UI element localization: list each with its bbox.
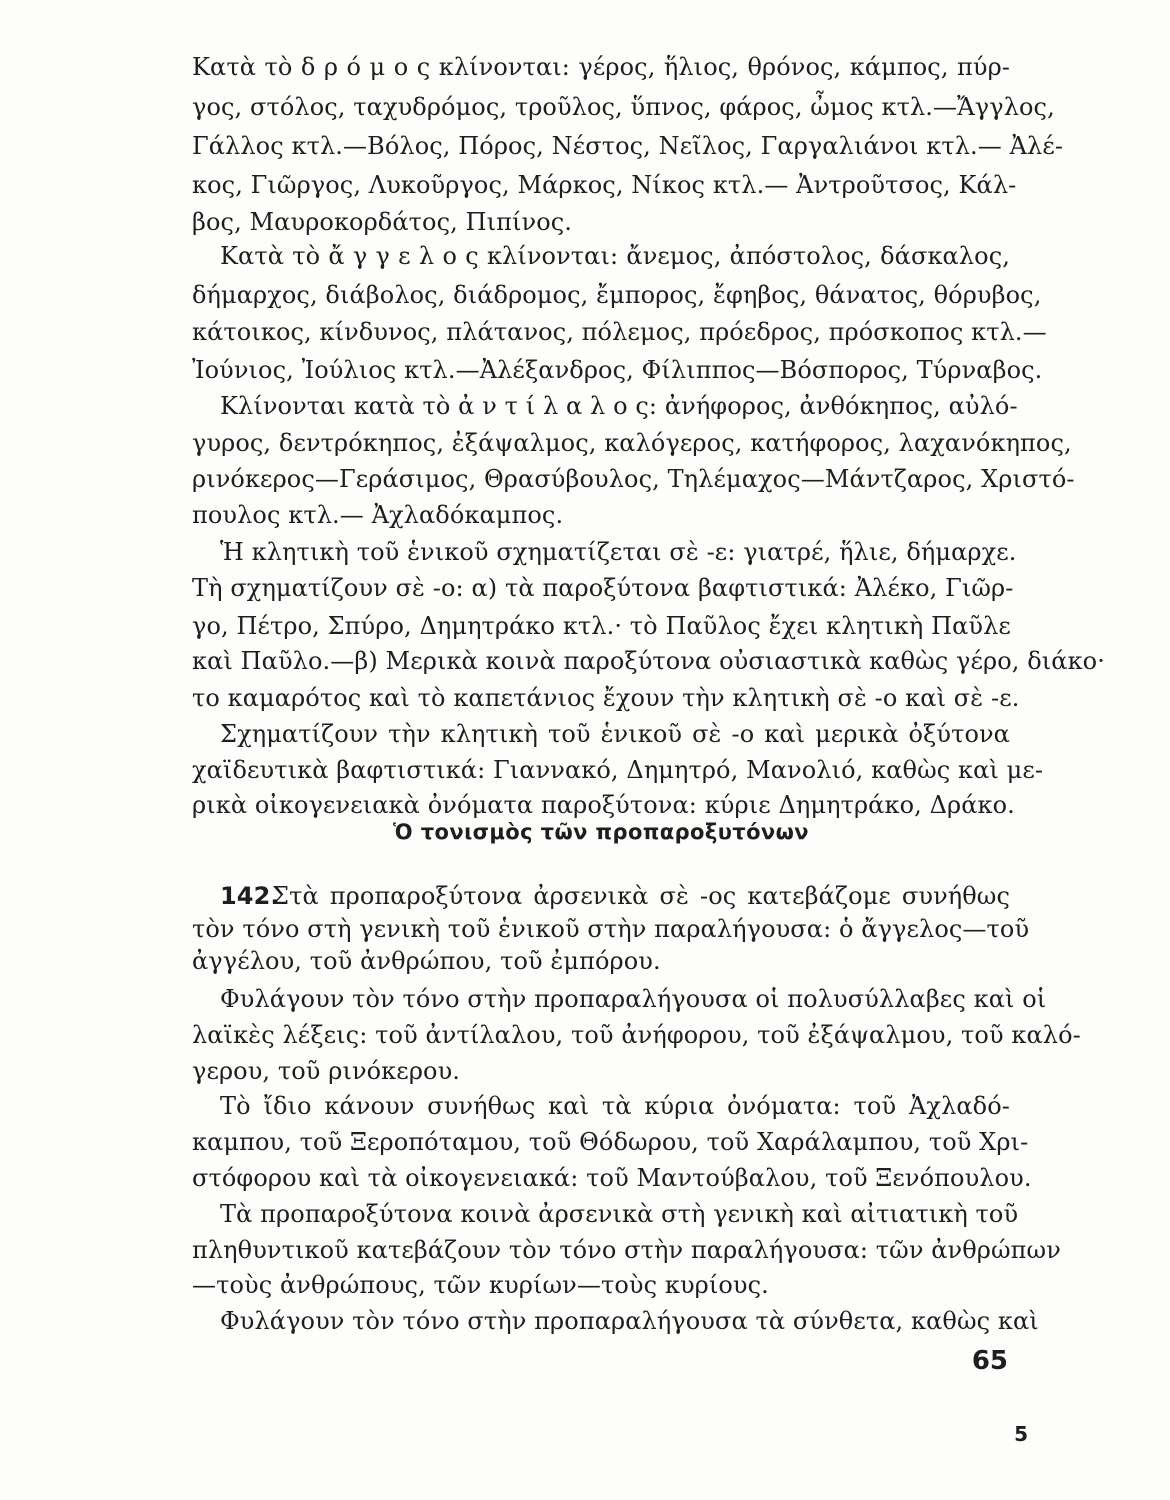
text-line: Ἡ κλητικὴ τοῦ ἑνικοῦ σχηματίζεται σὲ -ε: γιατρέ, ἥλιε, δήμαρχε. [220, 538, 1017, 566]
text-line: Ἰούνιος, Ἰούλιος κτλ.—Ἀλέξανδρος, Φίλιππος—Βόσπορος, Τύρναβος. [192, 356, 1043, 384]
text-line: Σχηματίζουν τὴν κλητικὴ τοῦ ἑνικοῦ σὲ -ο καὶ μερικὰ ὀξύτονα [220, 720, 1010, 748]
text-line: γο, Πέτρο, Σπύρο, Δημητράκο κτλ.· τὸ Παῦλος ἔχει κλητικὴ Παῦλε [192, 612, 1011, 640]
text-line: καμπου, τοῦ Ξεροπόταμου, τοῦ Θόδωρου, τοῦ Χαράλαμπου, τοῦ Χρι- [192, 1128, 1029, 1156]
text-line: κος, Γιῶργος, Λυκοῦργος, Μάρκος, Νίκος κτλ.— Ἀντροῦτσος, Κάλ- [192, 171, 1017, 199]
text-line: Κατὰ τὸ ἄ γ γ ε λ ο ς κλίνονται: ἄνεμος, ἀπόστολος, δάσκαλος, [220, 242, 1010, 270]
text-line: τὸν τόνο στὴ γενικὴ τοῦ ἑνικοῦ στὴν παραλήγουσα: ὁ ἄγγελος—τοῦ [192, 915, 1030, 943]
text-line: Τὸ ἴδιο κάνουν συνήθως καὶ τὰ κύρια ὀνόματα: τοῦ Ἀχλαδό- [220, 1092, 1010, 1120]
section-heading: Ὁ τονισμὸς τῶν προπαροξυτόνων [393, 820, 809, 844]
text-line: βος, Μαυροκορδάτος, Πιπίνος. [192, 208, 573, 236]
text-line: γερου, τοῦ ρινόκερου. [192, 1057, 460, 1085]
text-line: ρικὰ οἰκογενειακὰ ὀνόματα παροξύτονα: κύριε Δημητράκο, Δράκο. [192, 791, 1015, 819]
text-line: ἀγγέλου, τοῦ ἀνθρώπου, τοῦ ἐμπόρου. [192, 947, 661, 975]
text-line: καὶ Παῦλο.—β) Μερικὰ κοινὰ παροξύτονα οὐσιαστικὰ καθὼς γέρο, διάκο· [192, 647, 1105, 675]
text-line: γυρος, δεντρόκηπος, ἐξάψαλμος, καλόγερος, κατήφορος, λαχανόκηπος, [192, 429, 1072, 457]
text-line: στόφορου καὶ τὰ οἰκογενειακά: τοῦ Μαντούβαλου, τοῦ Ξενόπουλου. [192, 1164, 1032, 1192]
text-line: το καμαρότος καὶ τὸ καπετάνιος ἔχουν τὴν κλητικὴ σὲ -ο καὶ σὲ -ε. [192, 684, 1020, 712]
text-line: ρινόκερος—Γεράσιμος, Θρασύβουλος, Τηλέμαχος—Μάντζαρος, Χριστό- [192, 465, 1075, 493]
text-line: Τὴ σχηματίζουν σὲ -ο: α) τὰ παροξύτονα βαφτιστικά: Ἀλέκο, Γιῶρ- [192, 574, 1014, 602]
text-line: Τὰ προπαροξύτονα κοινὰ ἀρσενικὰ στὴ γενικὴ καὶ αἰτιατικὴ τοῦ [220, 1200, 1019, 1228]
page-number: 65 [971, 1346, 1008, 1376]
text-line: πουλος κτλ.— Ἀχλαδόκαμπος. [192, 501, 564, 529]
text-line: δήμαρχος, διάβολος, διάδρομος, ἔμπορος, ἔφηβος, θάνατος, θόρυβος, [192, 281, 1042, 309]
text-line: Κατὰ τὸ δ ρ ό μ ο ς κλίνονται: γέρος, ἥλιος, θρόνος, κάμπος, πύρ- [192, 53, 1010, 81]
section-number-text: 142. [220, 882, 280, 910]
text-line: χαϊδευτικὰ βαφτιστικά: Γιαννακό, Δημητρό, Μανολιό, καθὼς καὶ με- [192, 756, 1044, 784]
text-line: Φυλάγουν τὸν τόνο στὴν προπαραλήγουσα οἱ πολυσύλλαβες καὶ οἱ [220, 985, 1047, 1013]
text-line: Φυλάγουν τὸν τόνο στὴν προπαραλήγουσα τὰ σύνθετα, καθὼς καὶ [220, 1307, 1039, 1335]
text-line: γος, στόλος, ταχυδρόμος, τροῦλος, ὕπνος, φάρος, ὦμος κτλ.—Ἄγγλος, [192, 93, 1055, 121]
text-line: πληθυντικοῦ κατεβάζουν τὸν τόνο στὴν παραλήγουσα: τῶν ἀνθρώπων [192, 1236, 1061, 1264]
text-line: Γάλλος κτλ.—Βόλος, Πόρος, Νέστος, Νεῖλος, Γαργαλιάνοι κτλ.— Ἀλέ- [192, 132, 1064, 160]
text-line: —τοὺς ἀνθρώπους, τῶν κυρίων—τοὺς κυρίους. [192, 1271, 769, 1299]
text-line: κάτοικος, κίνδυνος, πλάτανος, πόλεμος, πρόεδρος, πρόσκοπος κτλ.— [192, 318, 1047, 346]
text-line: λαϊκὲς λέξεις: τοῦ ἀντίλαλου, τοῦ ἀνήφορου, τοῦ ἐξάψαλμου, τοῦ καλό- [192, 1021, 1081, 1049]
sheet-number: 5 [1014, 1422, 1028, 1446]
text-line: Στὰ προπαροξύτονα ἀρσενικὰ σὲ -ος κατεβάζομε συνήθως [272, 882, 1010, 910]
text-line: Κλίνονται κατὰ τὸ ἀ ν τ ί λ α λ ο ς: ἀνήφορος, ἀνθόκηπος, αὐλό- [220, 392, 1018, 420]
